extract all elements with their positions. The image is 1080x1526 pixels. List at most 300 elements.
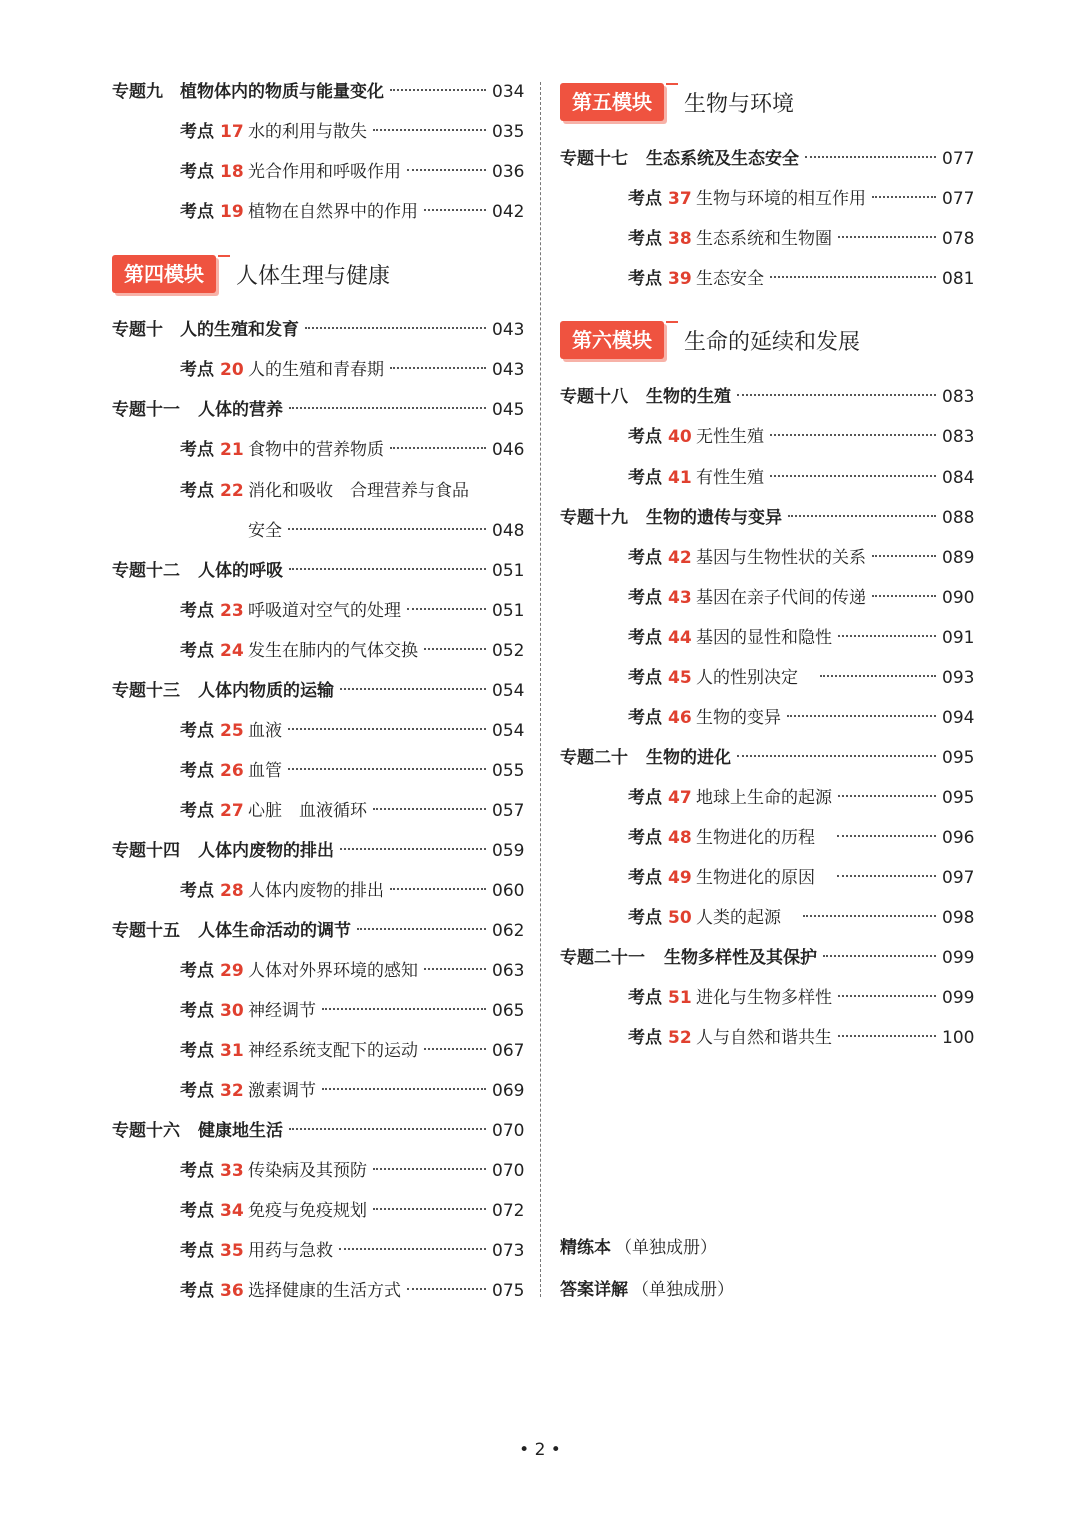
page-number: 099 (942, 988, 975, 1008)
point-title: 进化与生物多样性 (696, 988, 832, 1008)
point-number: 33 (220, 1161, 244, 1181)
point-label: 考点 28 (180, 881, 244, 901)
toc-point[interactable] (628, 823, 974, 853)
module-badge: 第四模块 (112, 255, 216, 293)
extra-note: （单独成册） (615, 1238, 717, 1258)
toc-point[interactable] (628, 543, 974, 573)
point-title: 基因与生物性状的关系 (696, 548, 866, 568)
point-label: 考点 24 (180, 641, 244, 661)
point-number: 47 (668, 788, 692, 808)
toc-point[interactable] (628, 783, 974, 813)
point-label: 考点 49 (628, 868, 692, 888)
topic-number: 专题十九 (560, 508, 628, 528)
point-label: 考点 27 (180, 801, 244, 821)
point-label: 考点 44 (628, 628, 692, 648)
topic-number: 专题二十 (560, 748, 628, 768)
leader-dots (737, 394, 936, 396)
page-number: 088 (942, 508, 975, 528)
leader-dots (838, 236, 936, 238)
leader-dots (424, 1048, 486, 1050)
leader-dots (288, 728, 486, 730)
leader-dots (770, 434, 936, 436)
point-number: 24 (220, 641, 244, 661)
point-number: 22 (220, 481, 244, 501)
toc-topic[interactable] (112, 916, 524, 946)
topic-number: 专题十八 (560, 387, 628, 407)
point-label: 考点 32 (180, 1081, 244, 1101)
point-title: 生物进化的历程 (696, 828, 815, 848)
page-footer-number: • 2 • (519, 1440, 561, 1460)
page-number: 097 (942, 868, 975, 888)
page-number: 059 (492, 841, 525, 861)
leader-dots (805, 156, 936, 158)
leader-dots (837, 835, 936, 837)
toc-point[interactable] (180, 716, 524, 746)
module-badge: 第五模块 (560, 83, 664, 121)
topic-number: 专题十五 (112, 921, 180, 941)
page-number: 081 (942, 269, 975, 289)
page-number: 098 (942, 908, 975, 928)
page-number: 077 (942, 149, 975, 169)
module-header (560, 320, 860, 360)
topic-title: 人体生命活动的调节 (198, 921, 351, 941)
toc-point[interactable] (628, 903, 974, 933)
toc-point[interactable] (180, 876, 524, 906)
leader-dots (340, 688, 486, 690)
point-title: 植物在自然界中的作用 (248, 202, 418, 222)
point-number: 38 (668, 229, 692, 249)
toc-point[interactable] (180, 636, 524, 666)
toc-point[interactable] (180, 117, 524, 147)
point-label: 考点 33 (180, 1161, 244, 1181)
toc-point[interactable] (628, 184, 974, 214)
toc-topic[interactable] (112, 1116, 524, 1146)
point-number: 36 (220, 1281, 244, 1301)
point-number: 34 (220, 1201, 244, 1221)
topic-title: 生物的生殖 (646, 387, 731, 407)
leader-dots (838, 635, 936, 637)
point-number: 29 (220, 961, 244, 981)
point-number: 32 (220, 1081, 244, 1101)
module-title: 生命的延续和发展 (684, 329, 861, 355)
leader-dots (390, 367, 486, 369)
toc-point[interactable] (628, 663, 974, 693)
toc-point[interactable] (628, 463, 974, 493)
toc-point[interactable] (180, 435, 524, 465)
leader-dots (803, 915, 936, 917)
point-label: 考点 18 (180, 162, 244, 182)
toc-point[interactable] (628, 863, 974, 893)
page-number: 035 (492, 122, 525, 142)
toc-point[interactable] (180, 996, 524, 1026)
topic-title: 植物体内的物质与能量变化 (180, 82, 384, 102)
point-title: 有性生殖 (696, 468, 764, 488)
page-number: 073 (492, 1241, 525, 1261)
page-number: 095 (942, 748, 975, 768)
point-label: 考点 36 (180, 1281, 244, 1301)
point-label: 考点 20 (180, 360, 244, 380)
leader-dots (424, 648, 486, 650)
point-label: 考点 38 (628, 229, 692, 249)
page-number: 100 (942, 1028, 975, 1048)
page-number: 095 (942, 788, 975, 808)
point-number: 30 (220, 1001, 244, 1021)
point-label: 考点 48 (628, 828, 692, 848)
page-number: 093 (942, 668, 975, 688)
page-number: 078 (942, 229, 975, 249)
point-title: 心脏 血液循环 (248, 801, 367, 821)
toc-point-continued[interactable] (248, 516, 524, 546)
point-number: 43 (668, 588, 692, 608)
leader-dots (872, 196, 936, 198)
leader-dots (872, 595, 936, 597)
topic-title: 人体内废物的排出 (198, 841, 334, 861)
point-title: 人体对外界环境的感知 (248, 961, 418, 981)
point-number: 18 (220, 162, 244, 182)
leader-dots (838, 795, 936, 797)
point-label: 考点 45 (628, 668, 692, 688)
point-label: 考点 41 (628, 468, 692, 488)
toc-topic[interactable] (112, 836, 524, 866)
point-number: 41 (668, 468, 692, 488)
topic-number: 专题十一 (112, 400, 180, 420)
topic-number: 专题九 (112, 82, 163, 102)
page-number: 060 (492, 881, 525, 901)
point-title: 生物进化的原因 (696, 868, 815, 888)
point-number: 45 (668, 668, 692, 688)
column-divider (540, 82, 541, 1297)
page-number: 099 (942, 948, 975, 968)
leader-dots (373, 808, 486, 810)
topic-number: 专题二十一 (560, 948, 645, 968)
leader-dots (289, 1128, 486, 1130)
point-number: 19 (220, 202, 244, 222)
leader-dots (737, 755, 936, 757)
page-number: 089 (942, 548, 975, 568)
topic-title: 生物的进化 (646, 748, 731, 768)
point-number: 48 (668, 828, 692, 848)
leader-dots (390, 447, 486, 449)
topic-title: 人的生殖和发育 (180, 320, 299, 340)
toc-topic[interactable] (560, 382, 974, 412)
leader-dots (357, 928, 486, 930)
toc-point[interactable] (180, 1236, 524, 1266)
point-title: 生态系统和生物圈 (696, 229, 832, 249)
leader-dots (424, 968, 486, 970)
leader-dots (788, 515, 936, 517)
point-label: 考点 19 (180, 202, 244, 222)
toc-point[interactable] (628, 422, 974, 452)
module-header (112, 254, 390, 294)
point-title: 消化和吸收 合理营养与食品 (248, 481, 469, 501)
toc-point[interactable] (180, 157, 524, 187)
topic-title: 人体内物质的运输 (198, 681, 334, 701)
point-label: 考点 40 (628, 427, 692, 447)
module-header (560, 82, 794, 122)
point-number: 21 (220, 440, 244, 460)
point-number: 17 (220, 122, 244, 142)
page-number: 052 (492, 641, 525, 661)
page-number: 043 (492, 320, 525, 340)
extra-title: 答案详解 (560, 1280, 628, 1300)
topic-number: 专题十四 (112, 841, 180, 861)
point-label: 考点 35 (180, 1241, 244, 1261)
point-label: 考点 21 (180, 440, 244, 460)
toc-point[interactable] (180, 956, 524, 986)
point-title: 呼吸道对空气的处理 (248, 601, 401, 621)
point-title: 水的利用与散失 (248, 122, 367, 142)
point-title: 神经调节 (248, 1001, 316, 1021)
topic-title: 人体的呼吸 (198, 561, 283, 581)
toc-point[interactable] (628, 264, 974, 294)
point-title: 血液 (248, 721, 282, 741)
point-number: 40 (668, 427, 692, 447)
page-number: 091 (942, 628, 975, 648)
point-label: 考点 22 (180, 481, 244, 501)
toc-point[interactable] (180, 1036, 524, 1066)
toc-topic[interactable] (112, 77, 524, 107)
point-title: 人的性别决定 (696, 668, 798, 688)
point-title: 发生在肺内的气体交换 (248, 641, 418, 661)
toc-point[interactable] (628, 623, 974, 653)
point-number: 31 (220, 1041, 244, 1061)
point-label: 考点 50 (628, 908, 692, 928)
topic-title: 人体的营养 (198, 400, 283, 420)
point-label: 考点 25 (180, 721, 244, 741)
page-number: 034 (492, 82, 525, 102)
point-number: 52 (668, 1028, 692, 1048)
point-label: 考点 51 (628, 988, 692, 1008)
page-number: 075 (492, 1281, 525, 1301)
toc-point[interactable] (180, 1156, 524, 1186)
toc-point[interactable] (628, 983, 974, 1013)
toc-point[interactable] (180, 756, 524, 786)
toc-topic[interactable] (560, 743, 974, 773)
toc-topic[interactable] (560, 943, 974, 973)
point-title: 基因在亲子代间的传递 (696, 588, 866, 608)
page-number: 069 (492, 1081, 525, 1101)
toc-point[interactable] (180, 1076, 524, 1106)
leader-dots (373, 1208, 486, 1210)
page-number: 046 (492, 440, 525, 460)
extra-note: （单独成册） (632, 1280, 734, 1300)
point-title-continued: 安全 (248, 521, 282, 541)
point-title: 生态安全 (696, 269, 764, 289)
point-number: 39 (668, 269, 692, 289)
point-title: 生物与环境的相互作用 (696, 189, 866, 209)
page-number: 083 (942, 427, 975, 447)
leader-dots (373, 1168, 486, 1170)
toc-point[interactable] (628, 1023, 974, 1053)
topic-number: 专题十三 (112, 681, 180, 701)
point-title: 选择健康的生活方式 (248, 1281, 401, 1301)
page-number: 057 (492, 801, 525, 821)
point-number: 28 (220, 881, 244, 901)
toc-point[interactable] (180, 1196, 524, 1226)
point-number: 25 (220, 721, 244, 741)
topic-title: 生物的遗传与变异 (646, 508, 782, 528)
toc-topic[interactable] (112, 315, 524, 345)
page-number: 048 (492, 521, 525, 541)
leader-dots (339, 1248, 486, 1250)
page-number: 070 (492, 1161, 525, 1181)
topic-title: 生态系统及生态安全 (646, 149, 799, 169)
leader-dots (322, 1088, 486, 1090)
point-label: 考点 30 (180, 1001, 244, 1021)
point-title: 人的生殖和青春期 (248, 360, 384, 380)
leader-dots (288, 768, 486, 770)
leader-dots (390, 888, 486, 890)
page-number: 077 (942, 189, 975, 209)
page-number: 051 (492, 561, 525, 581)
topic-number: 专题十七 (560, 149, 628, 169)
page-number: 043 (492, 360, 525, 380)
toc-point[interactable] (180, 476, 524, 506)
page-number: 083 (942, 387, 975, 407)
page-number: 063 (492, 961, 525, 981)
page-number: 045 (492, 400, 525, 420)
point-number: 37 (668, 189, 692, 209)
point-label: 考点 17 (180, 122, 244, 142)
toc-topic[interactable] (560, 144, 974, 174)
topic-title: 生物多样性及其保护 (664, 948, 817, 968)
toc-point[interactable] (180, 596, 524, 626)
point-title: 基因的显性和隐性 (696, 628, 832, 648)
point-label: 考点 29 (180, 961, 244, 981)
toc-point[interactable] (180, 355, 524, 385)
point-number: 35 (220, 1241, 244, 1261)
point-label: 考点 31 (180, 1041, 244, 1061)
toc-point[interactable] (180, 796, 524, 826)
point-label: 考点 37 (628, 189, 692, 209)
point-title: 食物中的营养物质 (248, 440, 384, 460)
page-number: 067 (492, 1041, 525, 1061)
point-title: 生物的变异 (696, 708, 781, 728)
leader-dots (787, 715, 936, 717)
toc-topic[interactable] (560, 503, 974, 533)
leader-dots (322, 1008, 486, 1010)
topic-title: 健康地生活 (198, 1121, 283, 1141)
point-label: 考点 52 (628, 1028, 692, 1048)
leader-dots (770, 276, 936, 278)
point-label: 考点 47 (628, 788, 692, 808)
module-title: 人体生理与健康 (236, 263, 391, 289)
point-label: 考点 26 (180, 761, 244, 781)
point-number: 49 (668, 868, 692, 888)
toc-topic[interactable] (112, 556, 524, 586)
topic-number: 专题十六 (112, 1121, 180, 1141)
leader-dots (340, 848, 486, 850)
toc-topic[interactable] (112, 676, 524, 706)
leader-dots (390, 89, 486, 91)
point-number: 44 (668, 628, 692, 648)
point-label: 考点 46 (628, 708, 692, 728)
toc-topic[interactable] (112, 395, 524, 425)
leader-dots (837, 875, 936, 877)
point-number: 46 (668, 708, 692, 728)
point-number: 27 (220, 801, 244, 821)
page-number: 054 (492, 721, 525, 741)
page-number: 090 (942, 588, 975, 608)
page-number: 096 (942, 828, 975, 848)
leader-dots (407, 608, 486, 610)
leader-dots (289, 407, 486, 409)
page-number: 042 (492, 202, 525, 222)
leader-dots (770, 475, 936, 477)
point-number: 20 (220, 360, 244, 380)
leader-dots (820, 675, 936, 677)
topic-number: 专题十 (112, 320, 163, 340)
toc-extra-answer-book[interactable] (560, 1275, 734, 1305)
point-title: 人体内废物的排出 (248, 881, 384, 901)
leader-dots (838, 1035, 936, 1037)
page-number: 094 (942, 708, 975, 728)
point-title: 传染病及其预防 (248, 1161, 367, 1181)
leader-dots (373, 129, 486, 131)
topic-number: 专题十二 (112, 561, 180, 581)
leader-dots (289, 568, 486, 570)
toc-point[interactable] (180, 197, 524, 227)
toc-point[interactable] (628, 583, 974, 613)
extra-title: 精练本 (560, 1238, 611, 1258)
toc-point[interactable] (180, 1276, 524, 1306)
page-number: 055 (492, 761, 525, 781)
leader-dots (288, 528, 486, 530)
module-title: 生物与环境 (684, 91, 795, 117)
point-title: 人类的起源 (696, 908, 781, 928)
point-label: 考点 43 (628, 588, 692, 608)
toc-extra-practice-book[interactable] (560, 1233, 717, 1263)
point-title: 用药与急救 (248, 1241, 333, 1261)
point-number: 51 (668, 988, 692, 1008)
leader-dots (838, 995, 936, 997)
page-number: 036 (492, 162, 525, 182)
leader-dots (305, 327, 486, 329)
page-number: 084 (942, 468, 975, 488)
page-number: 072 (492, 1201, 525, 1221)
point-number: 23 (220, 601, 244, 621)
point-title: 无性生殖 (696, 427, 764, 447)
point-number: 26 (220, 761, 244, 781)
leader-dots (407, 169, 486, 171)
point-number: 50 (668, 908, 692, 928)
page-number: 051 (492, 601, 525, 621)
leader-dots (407, 1288, 486, 1290)
point-label: 考点 34 (180, 1201, 244, 1221)
page-number: 062 (492, 921, 525, 941)
page-number: 054 (492, 681, 525, 701)
point-number: 42 (668, 548, 692, 568)
point-label: 考点 39 (628, 269, 692, 289)
point-title: 激素调节 (248, 1081, 316, 1101)
leader-dots (823, 955, 936, 957)
point-label: 考点 23 (180, 601, 244, 621)
point-title: 光合作用和呼吸作用 (248, 162, 401, 182)
toc-point[interactable] (628, 703, 974, 733)
toc-point[interactable] (628, 224, 974, 254)
point-title: 神经系统支配下的运动 (248, 1041, 418, 1061)
leader-dots (424, 209, 486, 211)
point-title: 免疫与免疫规划 (248, 1201, 367, 1221)
leader-dots (872, 555, 936, 557)
point-title: 人与自然和谐共生 (696, 1028, 832, 1048)
page-number: 065 (492, 1001, 525, 1021)
module-badge: 第六模块 (560, 321, 664, 359)
point-title: 地球上生命的起源 (696, 788, 832, 808)
point-label: 考点 42 (628, 548, 692, 568)
page-number: 070 (492, 1121, 525, 1141)
point-title: 血管 (248, 761, 282, 781)
